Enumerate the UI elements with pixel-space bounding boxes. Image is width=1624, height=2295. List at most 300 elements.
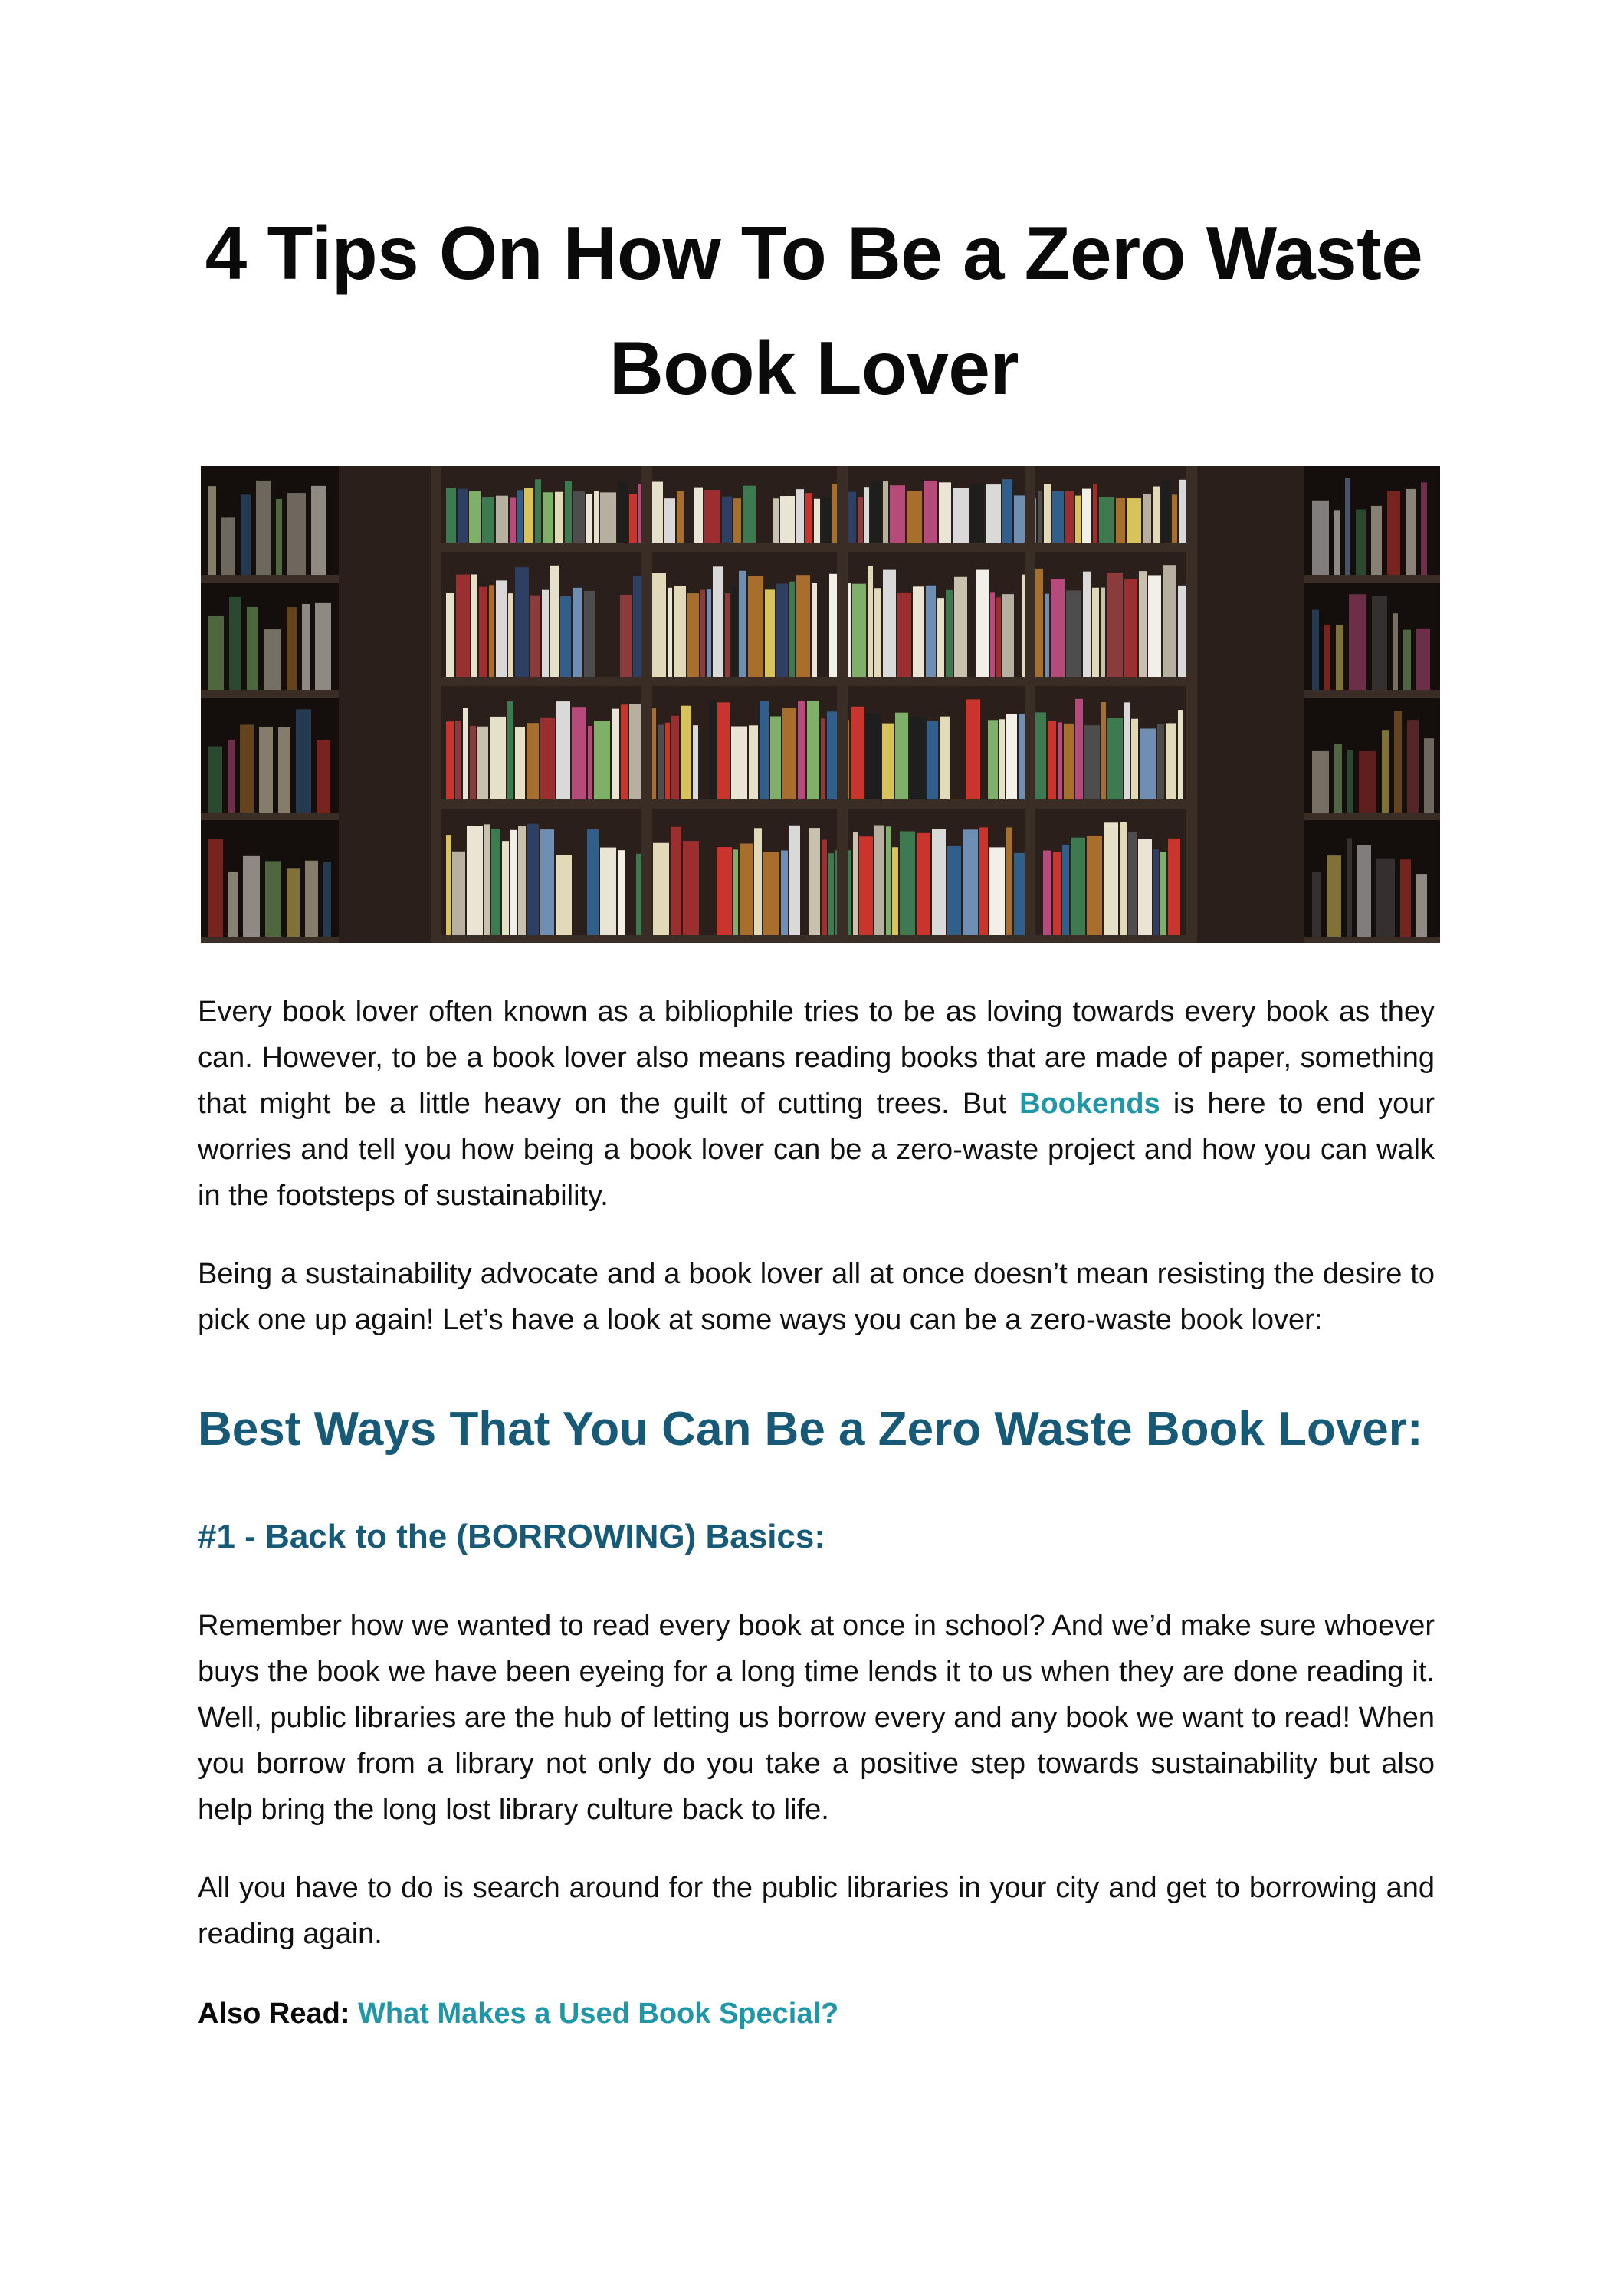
book-spine bbox=[1104, 822, 1118, 943]
book-spine bbox=[694, 488, 703, 550]
book-spine bbox=[798, 701, 805, 807]
book-spine bbox=[868, 566, 873, 685]
book-spine-blurred bbox=[1406, 489, 1416, 581]
book-spine bbox=[1083, 572, 1091, 685]
article-title: 4 Tips On How To Be a Zero Waste Book Lover bbox=[205, 211, 1423, 410]
book-spine bbox=[990, 592, 995, 685]
book-spine bbox=[1006, 714, 1017, 807]
book-spine bbox=[927, 721, 938, 807]
book-spine bbox=[573, 588, 582, 685]
book-spine bbox=[542, 590, 549, 685]
book-spine-blurred bbox=[1347, 750, 1353, 819]
book-spine bbox=[452, 852, 465, 943]
bookshelf-illustration bbox=[201, 466, 1440, 943]
book-spine bbox=[588, 726, 592, 807]
book-spine bbox=[782, 708, 796, 807]
book-spine bbox=[776, 584, 788, 685]
book-spine-blurred bbox=[1356, 510, 1366, 581]
book-spine-blurred bbox=[276, 499, 282, 581]
book-spine bbox=[789, 582, 795, 685]
right-post bbox=[1197, 466, 1304, 943]
book-spine bbox=[446, 488, 456, 550]
book-spine-blurred bbox=[264, 629, 281, 696]
book-spine-blurred bbox=[1336, 625, 1343, 696]
book-spine bbox=[926, 586, 936, 685]
book-spine bbox=[733, 498, 741, 550]
book-spine bbox=[731, 727, 747, 807]
book-spine bbox=[573, 491, 585, 550]
book-spine-blurred bbox=[311, 486, 326, 581]
book-spine bbox=[1052, 491, 1064, 550]
book-spine bbox=[584, 591, 595, 685]
book-spine-blurred bbox=[296, 709, 311, 819]
book-spine bbox=[859, 836, 873, 943]
book-spine-blurred bbox=[1372, 596, 1387, 696]
book-spine bbox=[683, 841, 699, 943]
book-spine bbox=[496, 580, 507, 685]
book-spine bbox=[892, 847, 898, 943]
book-spine bbox=[924, 481, 937, 550]
also-read-link[interactable]: What Makes a Used Book Special? bbox=[358, 1998, 839, 2030]
book-spine bbox=[858, 497, 863, 550]
side-shelf-board bbox=[1304, 690, 1440, 698]
book-spine bbox=[1093, 484, 1097, 550]
shelf-board bbox=[431, 543, 1197, 552]
side-shelf-board bbox=[201, 937, 339, 943]
book-spine bbox=[979, 827, 988, 943]
book-spine bbox=[565, 481, 572, 550]
book-spine-blurred bbox=[1359, 751, 1376, 819]
book-spine bbox=[954, 577, 967, 685]
book-spine bbox=[658, 725, 664, 807]
shelf-board bbox=[431, 677, 1197, 686]
book-spine bbox=[664, 498, 675, 550]
book-spine bbox=[832, 484, 837, 550]
book-spine bbox=[687, 593, 699, 685]
book-spine bbox=[491, 829, 500, 943]
book-spine bbox=[1014, 495, 1026, 550]
book-spine bbox=[1161, 480, 1170, 550]
book-spine bbox=[572, 707, 586, 807]
book-spine bbox=[717, 847, 732, 943]
book-spine bbox=[722, 497, 732, 550]
book-spine bbox=[917, 833, 930, 943]
book-spine bbox=[883, 481, 888, 550]
book-spine bbox=[515, 567, 529, 685]
book-spine bbox=[743, 486, 756, 550]
book-spine bbox=[796, 489, 804, 550]
book-spine-blurred bbox=[1387, 491, 1400, 581]
book-spine bbox=[704, 490, 720, 550]
book-spine bbox=[1053, 852, 1061, 943]
book-spine-blurred bbox=[208, 486, 216, 581]
book-spine bbox=[484, 824, 490, 943]
book-spine bbox=[1178, 710, 1183, 807]
book-spine bbox=[633, 576, 642, 685]
book-spine bbox=[874, 588, 881, 685]
book-spine bbox=[681, 706, 691, 807]
book-spine bbox=[822, 497, 831, 550]
book-spine bbox=[600, 492, 616, 550]
book-spine bbox=[1048, 721, 1056, 807]
shelf-board bbox=[431, 799, 1197, 809]
book-spine-blurred bbox=[221, 517, 235, 581]
book-spine bbox=[999, 719, 1005, 807]
book-spine bbox=[496, 496, 508, 550]
book-spine bbox=[456, 575, 470, 685]
book-spine bbox=[556, 855, 572, 943]
book-spine-blurred bbox=[1357, 845, 1371, 943]
book-spine bbox=[1116, 498, 1125, 550]
book-spine-blurred bbox=[1394, 711, 1402, 819]
book-spine bbox=[848, 491, 856, 550]
book-spine bbox=[1043, 851, 1051, 943]
book-spine-blurred bbox=[287, 607, 297, 696]
book-spine bbox=[1062, 845, 1069, 943]
book-spine-blurred bbox=[1371, 506, 1382, 581]
book-spine bbox=[988, 720, 998, 807]
book-spine-blurred bbox=[240, 724, 254, 819]
book-spine bbox=[749, 725, 758, 807]
tip-1-heading: #1 - Back to the (BORROWING) Basics: bbox=[198, 1518, 826, 1555]
book-spine bbox=[1138, 839, 1152, 943]
book-spine bbox=[550, 566, 559, 685]
book-spine bbox=[600, 848, 616, 943]
book-spine bbox=[555, 492, 563, 550]
book-spine bbox=[932, 829, 946, 943]
book-spine bbox=[1160, 852, 1166, 943]
book-spine bbox=[700, 590, 705, 685]
book-spine bbox=[1082, 489, 1091, 550]
hero-image bbox=[201, 466, 1440, 943]
book-spine-blurred bbox=[256, 481, 271, 581]
book-spine bbox=[671, 716, 679, 807]
book-spine bbox=[970, 484, 984, 550]
book-spine bbox=[976, 570, 989, 685]
book-spine bbox=[822, 839, 827, 943]
book-spine bbox=[455, 721, 461, 807]
book-spine-blurred bbox=[302, 604, 310, 696]
book-spine-blurred bbox=[1312, 610, 1319, 696]
book-spine bbox=[477, 727, 488, 807]
paragraph-2: Being a sustainability advocate and a book lover all at once doesn’t mean resisting the desire to pick one up again! Let’s have a look at some ways you can be a zero-waste book lover: bbox=[198, 1258, 1435, 1336]
book-spine bbox=[482, 497, 494, 550]
book-spine-blurred bbox=[265, 861, 281, 943]
book-spine bbox=[864, 487, 869, 550]
intro-paragraph bbox=[198, 989, 1435, 1219]
book-spine bbox=[937, 598, 944, 685]
book-spine bbox=[1045, 594, 1049, 685]
book-spine-blurred bbox=[1416, 629, 1430, 696]
book-spine bbox=[629, 494, 637, 550]
book-spine-blurred bbox=[323, 862, 331, 943]
bookcase-divider bbox=[1025, 466, 1035, 943]
book-spine bbox=[883, 570, 896, 685]
book-spine bbox=[446, 593, 454, 685]
book-spine bbox=[1168, 839, 1180, 943]
book-spine bbox=[618, 850, 625, 943]
book-spine bbox=[507, 701, 513, 807]
book-spine bbox=[1139, 571, 1147, 685]
book-spine bbox=[709, 701, 716, 807]
book-spine bbox=[940, 717, 950, 807]
book-spine bbox=[620, 595, 632, 685]
book-spine bbox=[882, 724, 894, 807]
book-spine bbox=[1120, 822, 1127, 943]
book-spine bbox=[1124, 702, 1130, 807]
shelf-board bbox=[431, 935, 1197, 943]
book-spine-blurred bbox=[241, 494, 251, 581]
book-spine bbox=[612, 709, 619, 807]
book-spine-blurred bbox=[247, 607, 258, 696]
book-spine-blurred bbox=[1327, 855, 1341, 943]
book-spine bbox=[1071, 838, 1085, 943]
book-spine-blurred bbox=[1312, 501, 1329, 581]
book-spine bbox=[946, 590, 953, 685]
book-spine bbox=[524, 488, 533, 550]
book-spine-blurred bbox=[1421, 482, 1427, 581]
book-spine-blurred bbox=[208, 839, 223, 943]
book-spine bbox=[665, 723, 670, 807]
book-spine-blurred bbox=[1407, 720, 1419, 819]
book-spine bbox=[851, 707, 864, 807]
intro-text-start: Every book lover often known as a bibliophile tries to be as loving towards every book as they can. However, to be a book lover also means reading books that are made of paper, something that might be a little heavy on the guilt of cutting trees. But bbox=[198, 996, 1435, 1120]
book-spine bbox=[560, 596, 571, 685]
book-spine bbox=[773, 498, 779, 550]
book-spine bbox=[740, 843, 753, 943]
book-spine bbox=[1157, 724, 1164, 807]
book-spine bbox=[677, 491, 684, 550]
book-spine bbox=[1127, 498, 1141, 550]
book-spine bbox=[953, 488, 969, 550]
book-spine-blurred bbox=[229, 597, 241, 696]
book-spine bbox=[939, 482, 951, 550]
book-spine bbox=[910, 717, 925, 807]
book-spine bbox=[671, 827, 681, 943]
book-spine bbox=[707, 589, 711, 685]
book-spine bbox=[866, 714, 881, 807]
book-spine bbox=[897, 593, 911, 685]
book-spine bbox=[1014, 853, 1025, 943]
book-spine bbox=[733, 849, 738, 943]
book-spine bbox=[530, 596, 540, 685]
book-spine bbox=[458, 489, 468, 550]
book-spine-blurred bbox=[278, 727, 290, 819]
book-spine bbox=[996, 597, 1001, 685]
book-spine bbox=[1128, 832, 1137, 943]
book-spine bbox=[1163, 565, 1176, 685]
book-spine bbox=[717, 702, 730, 807]
book-spine bbox=[463, 708, 468, 807]
book-spine bbox=[739, 571, 746, 685]
side-shelf-board bbox=[1304, 575, 1440, 583]
book-spine-blurred bbox=[1312, 872, 1321, 943]
book-spine bbox=[770, 716, 781, 807]
book-spine-blurred bbox=[243, 856, 260, 943]
book-spine bbox=[479, 587, 487, 685]
book-spine-blurred bbox=[259, 727, 273, 819]
book-spine bbox=[489, 585, 494, 685]
book-spine bbox=[540, 718, 555, 807]
book-spine-blurred bbox=[1312, 751, 1329, 819]
book-spine bbox=[1172, 494, 1177, 550]
book-spine bbox=[527, 824, 539, 943]
bookcase-divider bbox=[431, 466, 441, 943]
book-spine bbox=[674, 586, 686, 685]
side-shelf-board bbox=[1304, 813, 1440, 820]
book-spine bbox=[765, 589, 775, 685]
tip-1-paragraph-1: Remember how we wanted to read every book at once in school? And we’d make sure whoever buys the book we have been eyeing for a long time lends it to us when they are done reading it. Well, public libraries are the hub of letting us borrow every and any book we want to read! When you borrow from a library not only do you take a positive step towards sustainability but also help bring the long lost library culture back to life. bbox=[198, 1610, 1435, 1826]
book-spine bbox=[986, 484, 1001, 550]
book-spine bbox=[754, 828, 762, 943]
book-spine bbox=[1064, 724, 1074, 807]
book-spine-blurred bbox=[287, 868, 300, 943]
side-shelf-board bbox=[1304, 937, 1440, 943]
book-spine bbox=[900, 832, 915, 943]
book-spine-blurred bbox=[1376, 859, 1395, 943]
book-spine bbox=[1084, 725, 1100, 807]
book-spine-blurred bbox=[1403, 630, 1411, 696]
book-spine bbox=[518, 826, 526, 943]
book-spine bbox=[1099, 497, 1114, 550]
book-spine bbox=[1002, 594, 1014, 685]
book-spine bbox=[490, 717, 506, 807]
book-spine-blurred bbox=[1334, 510, 1340, 581]
book-spine bbox=[812, 583, 817, 685]
book-spine bbox=[594, 491, 599, 550]
book-spine bbox=[1153, 487, 1160, 550]
book-spine bbox=[1058, 722, 1062, 807]
book-spine-blurred bbox=[1349, 594, 1366, 696]
book-spine bbox=[1065, 491, 1074, 550]
book-spine bbox=[1075, 496, 1081, 550]
book-spine bbox=[763, 852, 779, 943]
tip-1-paragraph-2: All you have to do is search around for the public libraries in your city and get to borrowing and reading again. bbox=[198, 1872, 1435, 1950]
book-spine bbox=[540, 829, 554, 943]
book-spine bbox=[1166, 723, 1176, 807]
left-post bbox=[339, 466, 431, 943]
book-spine-blurred bbox=[1382, 730, 1389, 819]
book-spine bbox=[760, 701, 769, 807]
intro-text-end: is here to end your worries and tell you how being a book lover can be a zero-waste project and how you can walk in the footsteps of sustainability. bbox=[198, 1088, 1435, 1212]
book-spine bbox=[517, 490, 523, 550]
book-spine bbox=[913, 586, 924, 685]
book-spine-blurred bbox=[1393, 613, 1398, 696]
book-spine bbox=[1124, 579, 1137, 685]
book-spine-blurred bbox=[228, 740, 235, 819]
book-spine-blurred bbox=[1345, 478, 1350, 581]
book-spine-blurred bbox=[1424, 738, 1434, 819]
book-spine bbox=[874, 826, 884, 943]
book-spine bbox=[789, 826, 800, 943]
bookcase-divider bbox=[641, 466, 652, 943]
book-spine-blurred bbox=[1400, 859, 1411, 943]
book-spine bbox=[1140, 728, 1156, 807]
book-spine bbox=[502, 841, 509, 943]
book-spine-blurred bbox=[287, 493, 306, 581]
book-spine bbox=[586, 494, 592, 550]
book-spine bbox=[508, 593, 513, 685]
book-spine bbox=[510, 498, 516, 550]
book-spine bbox=[807, 701, 819, 807]
book-spine bbox=[587, 829, 599, 943]
book-spine bbox=[989, 847, 1005, 943]
book-spine bbox=[594, 721, 610, 807]
book-spine-blurred bbox=[315, 603, 331, 696]
book-spine bbox=[1035, 569, 1043, 685]
book-spine bbox=[890, 485, 905, 550]
book-spine bbox=[471, 574, 477, 685]
book-spine bbox=[543, 492, 553, 550]
book-spine bbox=[1051, 579, 1065, 685]
book-spine bbox=[821, 718, 825, 807]
also-read bbox=[198, 1991, 838, 2037]
book-spine-blurred bbox=[228, 872, 238, 943]
book-spine bbox=[1044, 484, 1051, 550]
book-spine bbox=[828, 853, 834, 943]
book-spine bbox=[470, 726, 476, 807]
book-spine bbox=[446, 835, 451, 943]
book-spine bbox=[467, 826, 483, 943]
book-spine bbox=[780, 496, 795, 550]
book-spine bbox=[1038, 491, 1042, 550]
book-spine bbox=[1101, 588, 1105, 685]
bookcase-divider bbox=[1186, 466, 1197, 943]
book-spine-blurred bbox=[1334, 744, 1342, 819]
book-spine bbox=[1148, 575, 1161, 685]
book-spine bbox=[1034, 712, 1046, 807]
book-spine bbox=[871, 481, 881, 550]
book-spine bbox=[621, 704, 628, 807]
book-spine bbox=[732, 587, 737, 685]
book-spine bbox=[1153, 849, 1159, 943]
bookends-link[interactable]: Bookends bbox=[1019, 1088, 1160, 1120]
book-spine bbox=[527, 723, 539, 807]
book-spine bbox=[535, 479, 541, 550]
book-spine bbox=[1092, 588, 1099, 685]
book-spine bbox=[1087, 836, 1102, 943]
side-shelf-board bbox=[201, 690, 339, 698]
book-spine bbox=[618, 482, 628, 550]
book-spine-blurred bbox=[208, 747, 222, 819]
book-spine-blurred bbox=[208, 616, 224, 696]
book-spine bbox=[809, 828, 820, 943]
book-spine bbox=[947, 846, 961, 943]
book-spine bbox=[556, 701, 570, 807]
section-heading: Best Ways That You Can Be a Zero Waste Book Lover: bbox=[198, 1403, 1423, 1456]
book-spine bbox=[1107, 718, 1123, 807]
also-read-label: Also Read: bbox=[198, 1998, 350, 2030]
book-spine bbox=[725, 593, 730, 685]
book-spine bbox=[966, 699, 980, 807]
book-spine-blurred bbox=[317, 740, 330, 819]
book-spine bbox=[886, 826, 891, 943]
book-spine bbox=[781, 850, 788, 943]
book-spine bbox=[852, 584, 866, 685]
book-spine bbox=[1002, 479, 1012, 550]
book-spine bbox=[796, 575, 810, 685]
book-spine bbox=[1075, 699, 1083, 807]
book-spine bbox=[1143, 494, 1151, 550]
book-spine bbox=[653, 843, 669, 943]
book-spine-blurred bbox=[1416, 874, 1427, 943]
book-spine-blurred bbox=[1347, 839, 1352, 943]
side-shelf-board bbox=[201, 575, 339, 583]
book-spine bbox=[853, 832, 858, 943]
book-spine bbox=[1107, 573, 1123, 685]
book-spine bbox=[515, 727, 525, 807]
book-spine bbox=[895, 713, 908, 807]
